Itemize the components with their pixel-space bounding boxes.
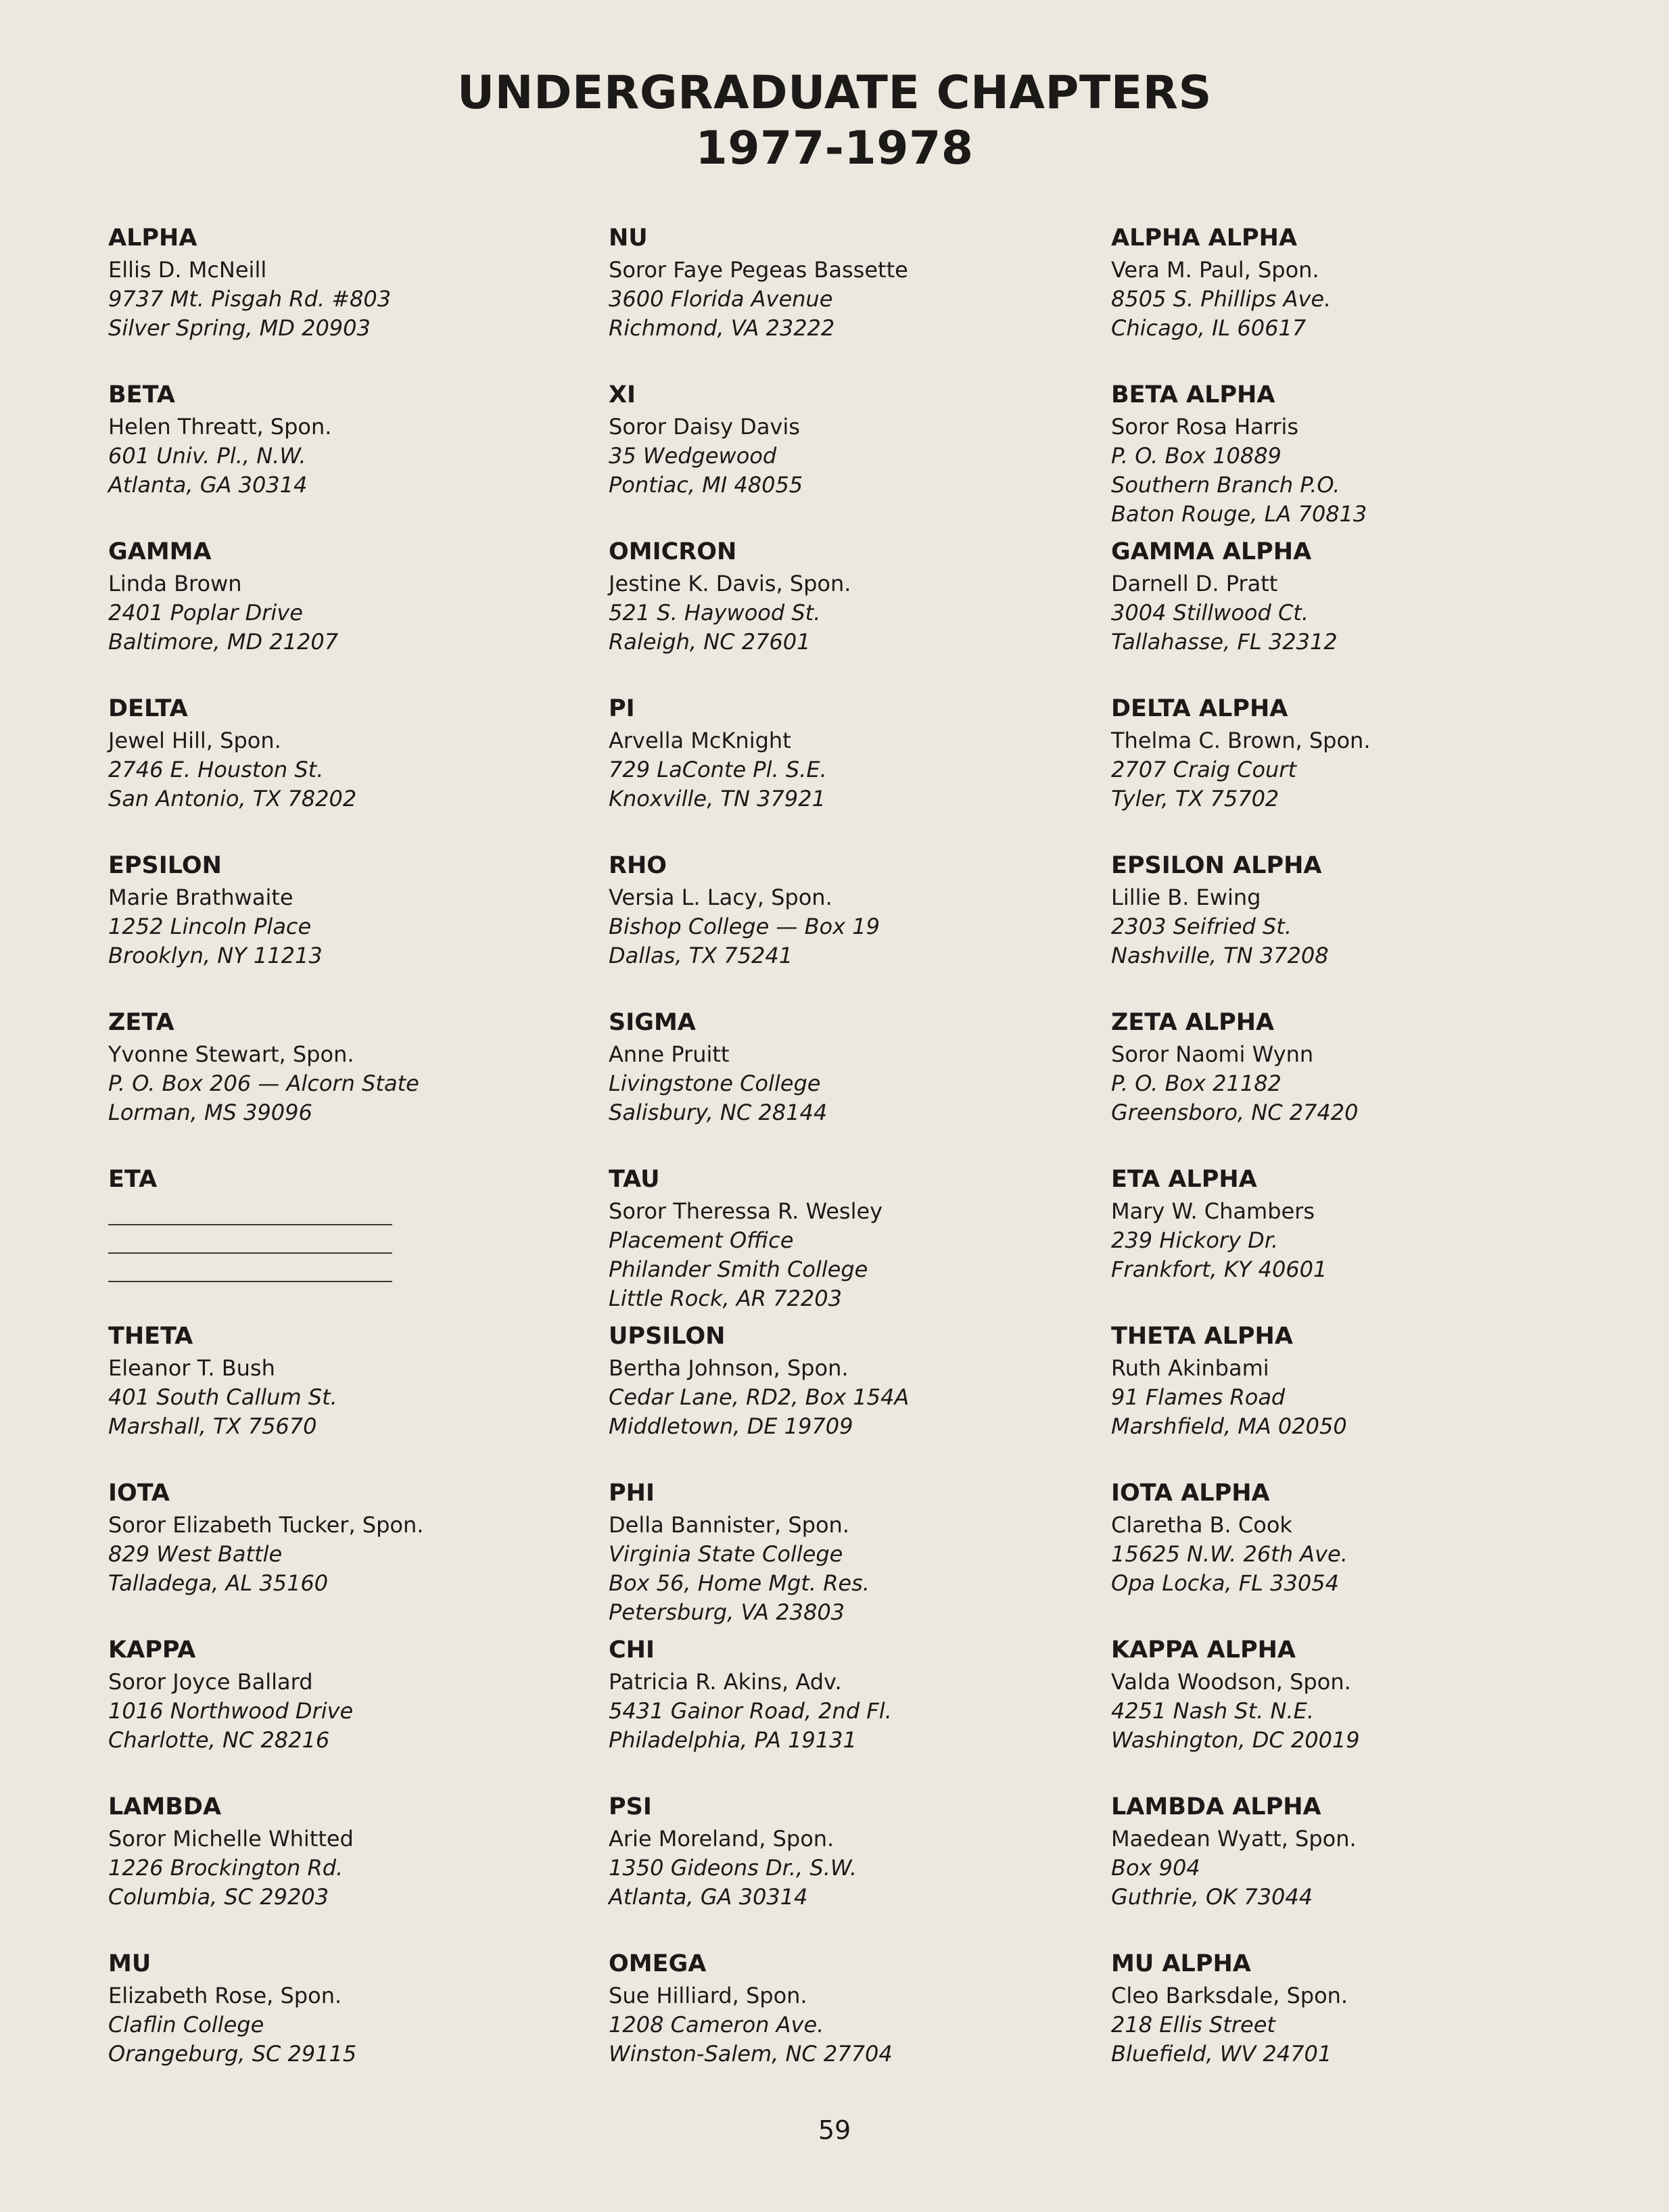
chapter-address-line: Philadelphia, PA 19131 [609,1727,857,1753]
chapter-address-line: Bishop College — Box 19 [609,914,880,939]
chapter-address-line: Claflin College [108,2012,264,2038]
chapter-contact: Arvella McKnight [609,728,791,753]
chapter-entry [609,1949,1055,2069]
chapter-address-line: Placement Office [609,1227,794,1253]
chapter-address-line: Marshfield, MA 02050 [1111,1413,1347,1439]
chapter-address-line: 1350 Gideons Dr., S.W. [609,1855,857,1881]
chapter-contact: Soror Faye Pegeas Bassette [609,257,908,283]
chapter-address-line: Talladega, AL 35160 [108,1570,329,1596]
page-number: 59 [818,2115,851,2145]
chapter-name: GAMMA ALPHA [1111,538,1312,565]
chapter-name: ALPHA ALPHA [1111,225,1298,252]
chapter-address-line: P. O. Box 10889 [1111,443,1282,469]
chapter-contact: Soror Michelle Whitted [108,1826,354,1852]
chapter-entry [609,1321,1055,1441]
chapter-address-line: 1208 Cameron Ave. [609,2012,824,2038]
chapter-entry [108,223,541,343]
chapter-entry [1111,1008,1598,1127]
chapter-address-line: P. O. Box 206 — Alcorn State [108,1070,419,1096]
chapter-contact: Soror Elizabeth Tucker, Spon. [108,1512,424,1538]
chapter-address-line: 4251 Nash St. N.E. [1111,1698,1314,1724]
chapter-contact: Elizabeth Rose, Spon. [108,1983,342,2008]
chapter-address-line: Marshall, TX 75670 [108,1413,317,1439]
chapter-name: PSI [609,1793,652,1820]
chapter-address-line: 239 Hickory Dr. [1111,1227,1279,1253]
chapter-address-line: Frankfort, KY 40601 [1111,1256,1327,1282]
chapter-name: ZETA [108,1009,174,1036]
chapter-address-line: Washington, DC 20019 [1111,1727,1360,1753]
chapter-name: EPSILON [108,852,222,879]
chapter-contact: Arie Moreland, Spon. [609,1826,835,1852]
chapter-entry [1111,380,1598,529]
chapter-contact: Soror Joyce Ballard [108,1669,313,1695]
chapter-address-line: Brooklyn, NY 11213 [108,943,323,968]
chapter-address-line: 829 West Battle [108,1541,283,1567]
chapter-address-line: 521 S. Haywood St. [609,600,821,626]
chapter-address-line: 2746 E. Houston St. [108,757,324,782]
chapter-name: RHO [609,852,667,879]
chapter-address-line: Baltimore, MD 21207 [108,629,339,655]
chapter-address-line: Dallas, TX 75241 [609,943,793,968]
chapter-entry [609,537,1055,657]
blank-fill-line [108,1225,392,1254]
chapter-entry [1111,694,1598,814]
chapter-entry [609,223,1055,343]
chapter-address-line: Tyler, TX 75702 [1111,786,1279,811]
chapter-address-line: Lorman, MS 39096 [108,1100,312,1125]
chapter-address-line: 8505 S. Phillips Ave. [1111,286,1332,312]
chapter-entry [609,1792,1055,1912]
chapter-contact: Mary W. Chambers [1111,1198,1315,1224]
chapter-name: MU [108,1950,151,1977]
chapter-name: ETA [108,1166,158,1193]
page-subtitle-years: 1977-1978 [695,122,974,175]
chapter-contact: Jestine K. Davis, Spon. [609,571,851,596]
chapter-address-line: 3004 Stillwood Ct. [1111,600,1309,626]
chapter-contact: Patricia R. Akins, Adv. [609,1669,842,1695]
chapter-address-line: Orangeburg, SC 29115 [108,2041,357,2067]
chapter-entry [108,537,541,657]
chapter-address-line: 2707 Craig Court [1111,757,1296,782]
chapter-name: PI [609,695,635,722]
chapter-name: NU [609,225,648,252]
chapter-entry [108,1635,541,1755]
chapter-name: PHI [609,1480,655,1507]
chapter-name: IOTA ALPHA [1111,1480,1270,1507]
chapter-name: KAPPA ALPHA [1111,1637,1296,1664]
chapter-entry [108,851,541,970]
chapter-entry [609,1164,1055,1313]
chapter-address-line: 401 South Callum St. [108,1384,337,1410]
chapter-address-line: Southern Branch P.O. [1111,472,1340,498]
chapter-entry [108,1478,541,1598]
chapter-name: LAMBDA ALPHA [1111,1793,1321,1820]
chapter-contact: Helen Threatt, Spon. [108,414,332,440]
page-title: UNDERGRADUATE CHAPTERS [456,66,1213,120]
chapter-contact: Thelma C. Brown, Spon. [1111,728,1371,753]
chapter-address-line: Charlotte, NC 28216 [108,1727,330,1753]
chapter-entry [108,1008,541,1127]
chapter-contact: Soror Theressa R. Wesley [609,1198,883,1224]
chapter-address-line: 2401 Poplar Drive [108,600,303,626]
chapter-name: ZETA ALPHA [1111,1009,1275,1036]
chapter-contact: Soror Naomi Wynn [1111,1041,1314,1067]
chapter-address-line: Columbia, SC 29203 [108,1884,329,1910]
chapter-entry [108,380,541,500]
chapter-address-line: Bluefield, WV 24701 [1111,2041,1332,2067]
chapter-name: GAMMA [108,538,212,565]
chapter-address-line: Middletown, DE 19709 [609,1413,853,1439]
chapter-address-line: P. O. Box 21182 [1111,1070,1282,1096]
chapter-address-line: 1016 Northwood Drive [108,1698,354,1724]
chapter-name: OMICRON [609,538,737,565]
chapter-address-line: 9737 Mt. Pisgah Rd. #803 [108,286,392,312]
chapter-entry [609,851,1055,970]
chapter-entry [609,694,1055,814]
chapter-name: SIGMA [609,1009,696,1036]
chapter-address-line: Livingstone College [609,1070,821,1096]
chapter-name: DELTA [108,695,188,722]
chapter-address-line: Knoxville, TN 37921 [609,786,826,811]
chapter-address-line: 218 Ellis Street [1111,2012,1275,2038]
chapter-name: THETA [108,1323,193,1350]
chapter-entry [1111,851,1598,970]
chapter-contact: Valda Woodson, Spon. [1111,1669,1351,1695]
chapter-address-line: Philander Smith College [609,1256,868,1282]
chapter-address-line: Little Rock, AR 72203 [609,1286,842,1311]
chapter-contact: Claretha B. Cook [1111,1512,1292,1538]
chapter-address-line: 35 Wedgewood [609,443,777,469]
chapter-name: DELTA ALPHA [1111,695,1288,722]
chapter-entry [609,1635,1055,1755]
blank-fill-line [108,1197,392,1225]
chapter-contact: Anne Pruitt [609,1041,730,1067]
chapter-name: BETA [108,381,175,408]
chapter-address-line: San Antonio, TX 78202 [108,786,357,811]
chapter-contact: Della Bannister, Spon. [609,1512,849,1538]
chapter-entry [1111,537,1598,657]
chapter-address-line: Salisbury, NC 28144 [609,1100,828,1125]
chapter-contact: Sue Hilliard, Spon. [609,1983,807,2008]
chapter-entry [108,694,541,814]
chapter-contact: Soror Daisy Davis [609,414,800,440]
chapter-address-line: 729 LaConte Pl. S.E. [609,757,827,782]
chapter-name: BETA ALPHA [1111,381,1275,408]
chapter-address-line: 5431 Gainor Road, 2nd Fl. [609,1698,892,1724]
chapter-name: OMEGA [609,1950,707,1977]
blank-fill-line [108,1254,392,1282]
chapter-address-line: Virginia State College [609,1541,843,1567]
chapter-address-line: Guthrie, OK 73044 [1111,1884,1313,1910]
chapter-address-line: Atlanta, GA 30314 [609,1884,808,1910]
chapter-contact: Ellis D. McNeill [108,257,267,283]
chapter-contact: Darnell D. Pratt [1111,571,1278,596]
chapter-contact: Cleo Barksdale, Spon. [1111,1983,1348,2008]
chapter-address-line: Richmond, VA 23222 [609,315,835,341]
chapter-address-line: Cedar Lane, RD2, Box 154A [609,1384,910,1410]
chapter-address-line: Chicago, IL 60617 [1111,315,1307,341]
chapter-address-line: 3600 Florida Avenue [609,286,833,312]
chapter-address-line: Silver Spring, MD 20903 [108,315,371,341]
chapter-entry [609,1478,1055,1627]
chapter-address-line: Petersburg, VA 23803 [609,1599,845,1625]
chapter-address-line: Greensboro, NC 27420 [1111,1100,1359,1125]
chapter-address-line: Baton Rouge, LA 70813 [1111,501,1367,527]
chapter-contact: Jewel Hill, Spon. [108,728,281,753]
chapter-address-line: 91 Flames Road [1111,1384,1286,1410]
chapter-contact: Soror Rosa Harris [1111,414,1299,440]
chapter-contact: Versia L. Lacy, Spon. [609,885,832,910]
chapter-entry [108,1321,541,1441]
chapter-entry [108,1792,541,1912]
chapter-entry [1111,1321,1598,1441]
chapter-entry [1111,1164,1598,1284]
chapter-contact: Lillie B. Ewing [1111,885,1261,910]
chapter-entry [1111,1478,1598,1598]
chapter-contact: Vera M. Paul, Spon. [1111,257,1319,283]
chapter-entry [609,1008,1055,1127]
chapter-name: UPSILON [609,1323,726,1350]
chapter-entry [1111,1635,1598,1755]
chapter-entry [108,1949,541,2069]
chapter-contact: Yvonne Stewart, Spon. [108,1041,354,1067]
chapter-entry [1111,1949,1598,2069]
chapter-address-line: Box 904 [1111,1855,1200,1881]
chapter-contact: Ruth Akinbami [1111,1355,1269,1381]
chapter-contact: Linda Brown [108,571,242,596]
chapter-contact: Maedean Wyatt, Spon. [1111,1826,1357,1852]
chapter-address-line: Box 56, Home Mgt. Res. [609,1570,870,1596]
chapter-address-line: Pontiac, MI 48055 [609,472,803,498]
chapter-name: TAU [609,1166,660,1193]
chapter-name: XI [609,381,636,408]
chapter-address-line: Winston-Salem, NC 27704 [609,2041,893,2067]
chapter-entry [1111,1792,1598,1912]
chapter-address-line: Nashville, TN 37208 [1111,943,1329,968]
chapter-name: MU ALPHA [1111,1950,1251,1977]
chapter-name: KAPPA [108,1637,196,1664]
chapter-contact: Bertha Johnson, Spon. [609,1355,849,1381]
chapter-name: EPSILON ALPHA [1111,852,1322,879]
chapter-address-line: 1252 Lincoln Place [108,914,312,939]
chapter-entry [609,380,1055,500]
chapter-contact: Marie Brathwaite [108,885,293,910]
chapter-address-line: Opa Locka, FL 33054 [1111,1570,1339,1596]
chapter-address-line: Tallahasse, FL 32312 [1111,629,1338,655]
chapter-address-line: 1226 Brockington Rd. [108,1855,344,1881]
chapter-address-line: 15625 N.W. 26th Ave. [1111,1541,1348,1567]
chapter-entry [108,1164,541,1282]
chapter-address-line: 2303 Seifried St. [1111,914,1292,939]
chapter-name: THETA ALPHA [1111,1323,1293,1350]
chapter-address-line: 601 Univ. Pl., N.W. [108,443,306,469]
chapter-address-line: Raleigh, NC 27601 [609,629,811,655]
chapter-name: LAMBDA [108,1793,222,1820]
chapter-contact: Eleanor T. Bush [108,1355,275,1381]
chapter-name: ETA ALPHA [1111,1166,1257,1193]
chapter-name: IOTA [108,1480,170,1507]
chapter-name: CHI [609,1637,655,1664]
chapter-name: ALPHA [108,225,197,252]
chapter-entry [1111,223,1598,343]
chapter-address-line: Atlanta, GA 30314 [108,472,308,498]
